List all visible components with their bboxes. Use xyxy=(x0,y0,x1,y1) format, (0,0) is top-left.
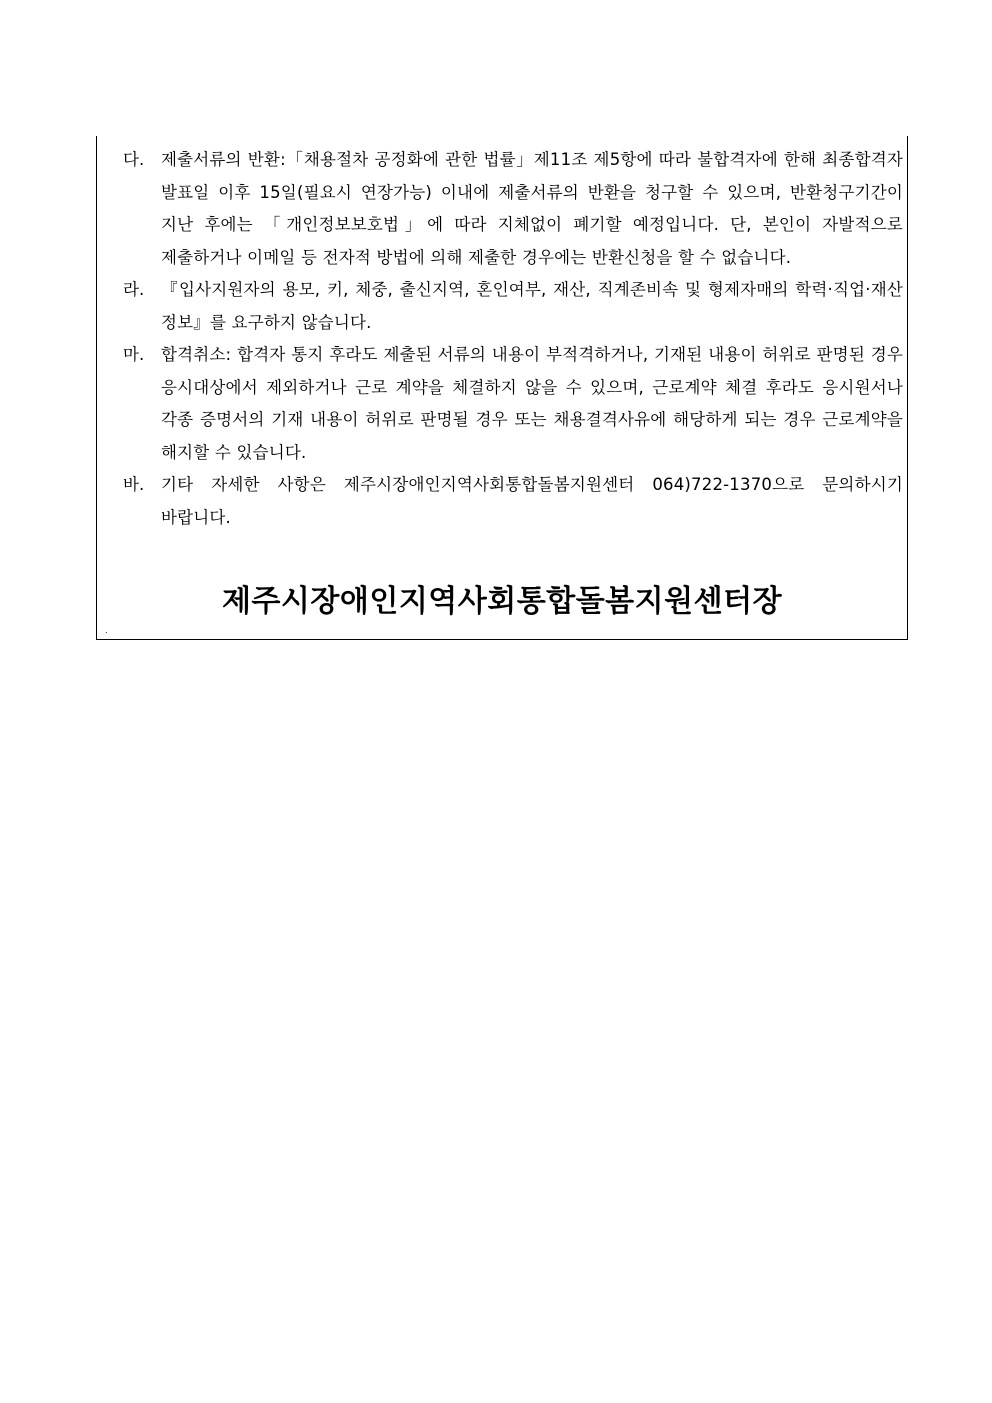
item-text: 기타 자세한 사항은 제주시장애인지역사회통합돌봄지원센터 064)722-1370으로 문의하시기 바랍니다. xyxy=(161,475,903,527)
footer-mark: . xyxy=(105,626,108,635)
item-text: 합격취소: 합격자 통지 후라도 제출된 서류의 내용이 부적격하거나, 기재된 내용이 허위로 판명된 경우 응시대상에서 제외하거나 근로 계약을 체결하지 않을 수 있으며, 근로계약 체결 후라도 응시원서나 각종 증명서의 기재 내용이 허위로 판명될 경우 또는 채용결격사유에 해당하게 되는 경우 근로계약을 해지할 수 있습니다. xyxy=(161,345,903,462)
item-marker: 라. xyxy=(123,280,145,299)
list-item xyxy=(123,469,903,534)
list-item xyxy=(123,274,903,339)
signature-title: 제주시장애인지역사회통합돌봄지원센터장 xyxy=(221,584,783,619)
item-text: 제출서류의 반환:「채용절차 공정화에 관한 법률」제11조 제5항에 따라 불합격자에 한해 최종합격자 발표일 이후 15일(필요시 연장가능) 이내에 제출서류의 반환을 청구할 수 있으며, 반환청구기간이 지난 후에는 「개인정보보호법」에 따라 지체없이 폐기할 예정입니다. 단, 본인이 자발적으로 제출하거나 이메일 등 전자적 방법에 의해 제출한 경우에는 반환신청을 할 수 없습니다. xyxy=(161,150,903,267)
notice-list xyxy=(123,144,903,534)
item-marker: 마. xyxy=(123,345,145,364)
list-item xyxy=(123,144,903,274)
notice-box xyxy=(96,136,908,640)
item-text: 『입사지원자의 용모, 키, 체중, 출신지역, 혼인여부, 재산, 직계존비속 및 형제자매의 학력·직업·재산 정보』를 요구하지 않습니다. xyxy=(161,280,903,332)
item-marker: 바. xyxy=(123,475,145,494)
item-marker: 다. xyxy=(123,150,145,169)
list-item xyxy=(123,339,903,469)
